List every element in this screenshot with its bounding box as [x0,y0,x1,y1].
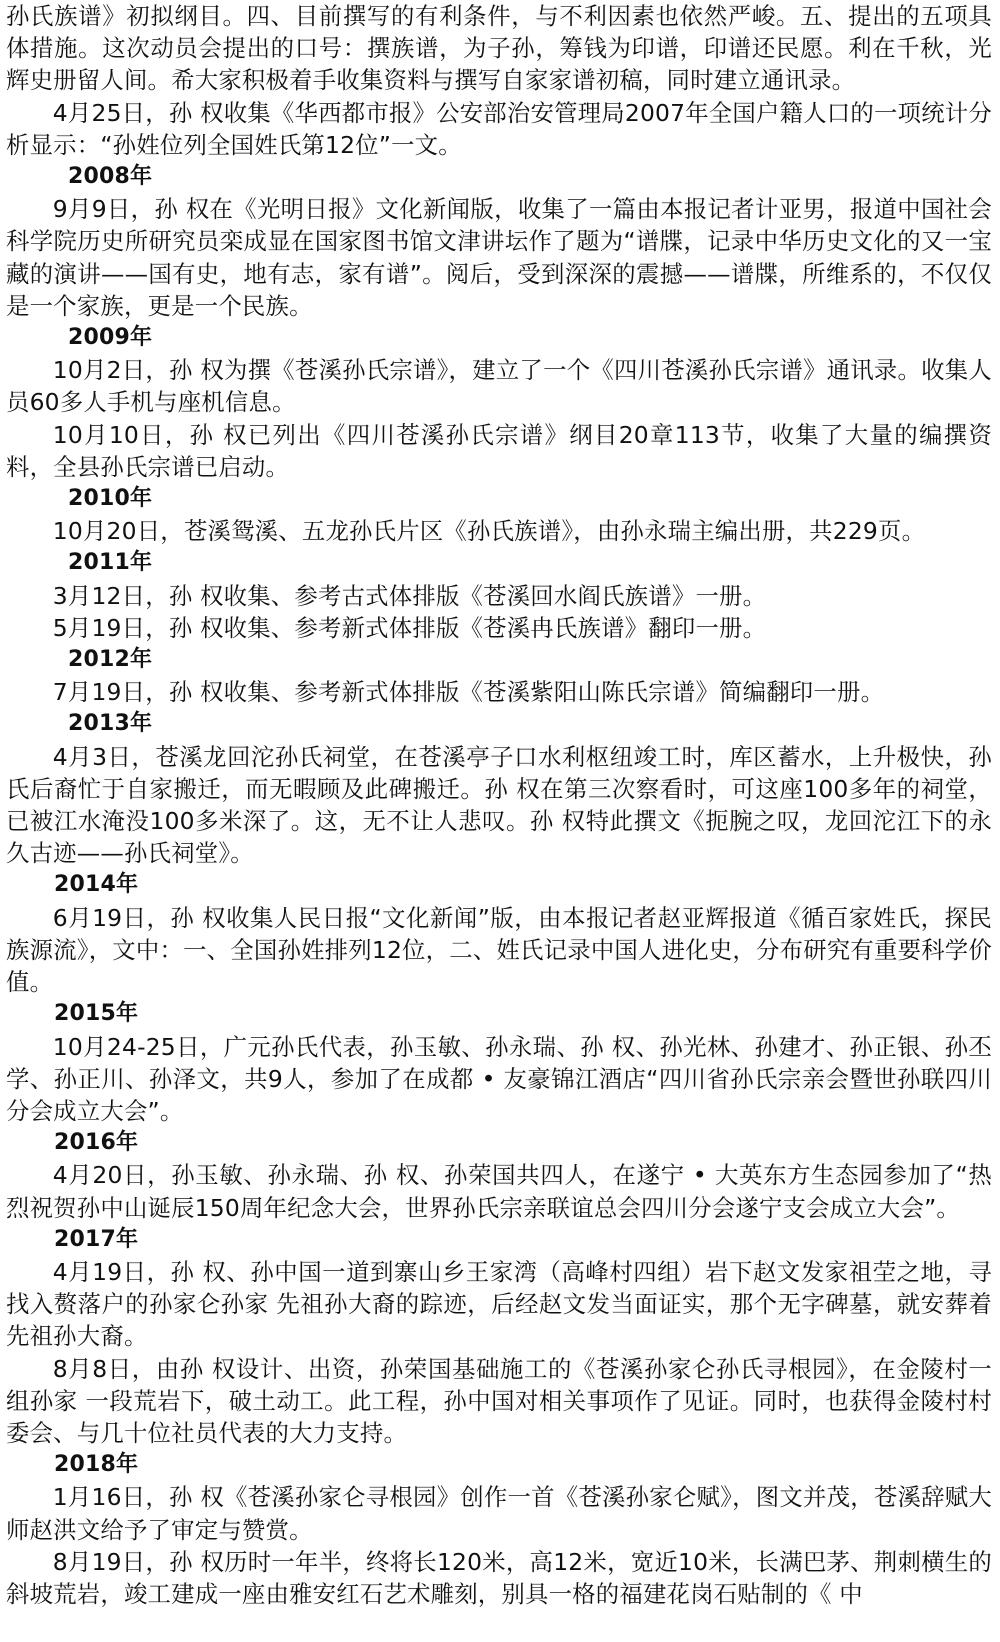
year-heading: 2010年 [68,486,153,512]
paragraph: 7月19日，孙 权收集、参考新式体排版《苍溪紫阳山陈氏宗谱》简编翻印一册。 [52,678,885,707]
year-heading: 2013年 [68,711,153,737]
year-heading: 2016年 [54,1130,139,1156]
paragraph: 5月19日，孙 权收集、参考新式体排版《苍溪冉氏族谱》翻印一册。 [52,613,767,642]
year-heading: 2015年 [54,1001,139,1027]
paragraph: 10月10日，孙 权已列出《四川苍溪孙氏宗谱》纲目20章113节，收集了大量的编撰资料，全县孙氏宗谱已启动。 [6,420,992,481]
paragraph: 8月19日，孙 权历时一年半，终将长120米，高12米，宽近10米，长满巴茅、荆刺横生的斜坡荒岩，竣工建成一座由雅安红石艺术雕刻，别具一格的福建花岗石贴制的《 中 [6,1547,992,1608]
paragraph: 10月24-25日，广元孙氏代表，孙玉敏、孙永瑞、孙 权、孙光林、孙建才、孙正银、孙丕学、孙正川、孙泽文，共9人，参加了在成都 • 友豪锦江酒店“四川省孙氏宗亲会暨世孙联四川分会成立大会”。 [6,1032,992,1125]
paragraph: 6月19日，孙 权收集人民日报“文化新闻”版，由本报记者赵亚辉报道《循百家姓氏，探民族源流》，文中：一、全国孙姓排列12位，二、姓氏记录中国人进化史，分布研究有重要科学价值。 [6,903,992,997]
year-heading: 2012年 [68,647,153,673]
paragraph: 10月20日，苍溪鸳溪、五龙孙氏片区《孙氏族谱》，由孙永瑞主编出册，共229页。 [52,517,926,546]
year-heading: 2009年 [68,325,153,351]
year-heading: 2011年 [68,550,153,576]
year-heading: 2014年 [54,872,139,898]
paragraph: 4月19日，孙 权、孙中国一道到寨山乡王家湾（高峰村四组）岩下赵文发家祖茔之地，寻找入赘落户的孙家仑孙家 先祖孙大裔的踪迹，后经赵文发当面证实，那个无字碑墓，就安葬着先祖孙大裔。 [6,1257,992,1351]
paragraph: 4月3日，苍溪龙回沱孙氏祠堂，在苍溪亭子口水利枢纽竣工时，库区蓄水，上升极快，孙氏后裔忙于自家搬迁，而无暇顾及此碑搬迁。孙 权在第三次察看时，可这座100多年的祠堂，已被江水淹没100多米深了。这，无不让人悲叹。孙 权特此撰文《扼腕之叹，龙回沱江下的永久古迹——孙氏祠堂》。 [6,742,992,868]
paragraph: 4月25日，孙 权收集《华西都市报》公安部治安管理局2007年全国户籍人口的一项统计分析显示：“孙姓位列全国姓氏第12位”一文。 [6,98,992,159]
paragraph: 1月16日，孙 权《苍溪孙家仑寻根园》创作一首《苍溪孙家仑赋》，图文并茂，苍溪辞赋大师赵洪文给予了审定与赞赏。 [6,1483,992,1544]
paragraph: 10月2日，孙 权为撰《苍溪孙氏宗谱》，建立了一个《四川苍溪孙氏宗谱》通讯录。收集人员60多人手机与座机信息。 [6,356,992,417]
paragraph: 8月8日，由孙 权设计、出资，孙荣国基础施工的《苍溪孙家仑孙氏寻根园》，在金陵村一组孙家 一段荒岩下，破土动工。此工程，孙中国对相关事项作了见证。同时，也获得金陵村村委会、与几十位社员代表的大力支持。 [6,1354,992,1447]
year-heading: 2008年 [68,164,153,190]
paragraph: 3月12日，孙 权收集、参考古式体排版《苍溪回水阎氏族谱》一册。 [52,581,767,610]
document-page [6,0,992,1610]
paragraph: 4月20日，孙玉敏、孙永瑞、孙 权、孙荣国共四人，在遂宁 • 大英东方生态园参加了“热烈祝贺孙中山诞辰150周年纪念大会，世界孙氏宗亲联谊总会四川分会遂宁支会成立大会”。 [6,1161,992,1222]
paragraph: 9月9日，孙 权在《光明日报》文化新闻版，收集了一篇由本报记者计亚男，报道中国社会科学院历史所研究员栾成显在国家图书馆文津讲坛作了题为“谱牒，记录中华历史文化的又一宝藏的演讲——国有史，地有志，家有谱”。阅后，受到深深的震撼——谱牒，所维系的，不仅仅是一个家族，更是一个民族。 [6,195,992,320]
year-heading: 2018年 [54,1452,139,1478]
year-heading: 2017年 [54,1226,139,1252]
paragraph: 孙氏族谱》初拟纲目。四、目前撰写的有利条件，与不利因素也依然严峻。五、提出的五项具体措施。这次动员会提出的口号：撰族谱，为子孙，筹钱为印谱，印谱还民愿。利在千秋，光辉史册留人间。希大家积极着手收集资料与撰写自家家谱初稿，同时建立通讯录。 [6,2,992,95]
